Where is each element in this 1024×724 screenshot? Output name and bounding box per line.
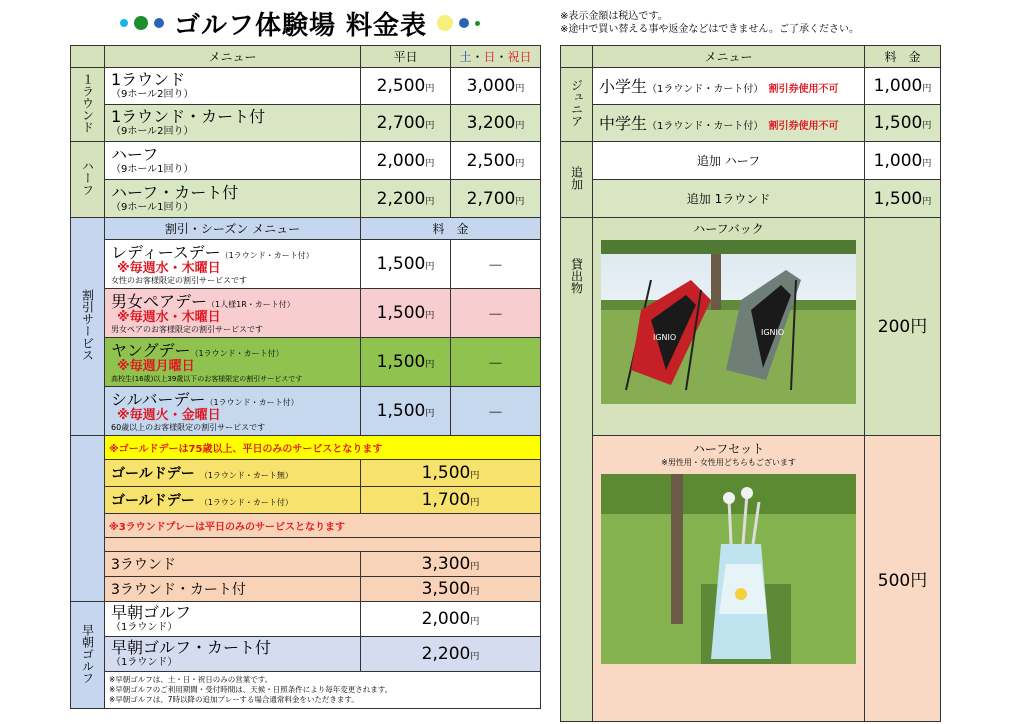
menu-pair-day — [105, 289, 361, 338]
dot-sep: ・ — [471, 50, 484, 64]
menu-elementary — [593, 68, 865, 105]
header-notes — [560, 10, 859, 36]
gold-price: 1,500円 — [361, 460, 541, 487]
menu-name: レディースデー — [111, 242, 221, 262]
bag-brand: IGNIO — [761, 328, 785, 337]
menu-name: ゴールドデー — [111, 466, 195, 482]
menu-silver-day — [105, 387, 361, 436]
menu-day: ※毎週月曜日 — [117, 358, 195, 374]
note-line: ※途中で買い替える事や返金などはできません。ご了承ください。 — [560, 24, 859, 35]
bag-brand: IGNIO — [653, 333, 677, 342]
menu-note: （1ラウンド・カート付） — [205, 397, 299, 407]
col-menu: メニュー — [105, 46, 361, 68]
three-price: 3,500円 — [361, 577, 541, 602]
decor-dot — [154, 18, 164, 28]
menu-desc: 男女ペアのお客様限定の割引サービスです — [111, 324, 263, 334]
menu-note: （1ラウンド・カート無） — [199, 471, 293, 480]
header-blank — [561, 46, 593, 68]
page-header — [120, 6, 486, 40]
menu-round — [105, 68, 361, 105]
col-weekday: 平日 — [361, 46, 451, 68]
menu-day: ※毎週水・木曜日 — [117, 260, 221, 276]
junior-label: ジュニア — [561, 68, 593, 142]
decor-dot — [134, 16, 148, 30]
sat-label: 土 — [459, 50, 472, 64]
discount-head-price: 料 金 — [361, 218, 541, 240]
menu-early — [105, 602, 361, 637]
junior-rental-table — [560, 45, 941, 722]
price-weekend: 2,500円 — [451, 142, 541, 180]
three-round-notice: ※3ラウンドプレーは平日のみのサービスとなります — [105, 514, 541, 538]
menu-sub: （9ホール2回り） — [111, 126, 194, 137]
gold-notice: ※ゴールドデーは75歳以上、平日のみのサービスとなります — [105, 436, 541, 460]
half-set-title: ハーフセット — [692, 442, 765, 456]
menu-name: シルバーデー — [111, 389, 206, 409]
menu-note: （1ラウンド・カート付） — [190, 348, 284, 358]
menu-name: 中学生 — [599, 113, 648, 133]
decor-dot — [475, 21, 480, 26]
discount-price: 1,500円 — [361, 387, 451, 436]
menu-name: ハーフ・カート付 — [111, 182, 239, 202]
col-price: 料 金 — [865, 46, 941, 68]
main-price-table — [70, 45, 541, 709]
dot-sep: ・ — [495, 50, 508, 64]
half-set-sub: ※男性用・女性用どちらもございます — [661, 458, 796, 467]
junior-price: 1,500円 — [865, 105, 941, 142]
menu-note: （1ラウンド・カート付） — [647, 120, 764, 132]
menu-three-round: 3ラウンド — [105, 552, 361, 577]
menu-add-half: 追加 ハーフ — [593, 142, 865, 180]
discount-alt: － — [451, 289, 541, 338]
menu-note: （1ラウンド・カート付） — [220, 250, 314, 260]
round-label: １ラウンド — [71, 68, 105, 142]
add-price: 1,000円 — [865, 142, 941, 180]
decor-dot — [120, 19, 128, 27]
menu-note: （1ラウンド・カート付） — [647, 83, 764, 95]
menu-desc: 高校生(16歳)以上39歳以下のお客様限定の割引サービスです — [111, 374, 303, 383]
menu-name: 1ラウンド・カート付 — [111, 107, 266, 126]
discount-alt: － — [451, 240, 541, 289]
menu-desc: 60歳以上のお客様限定の割引サービスです — [111, 422, 266, 432]
holiday-label: 祝日 — [507, 50, 532, 64]
half-set-photo — [601, 474, 856, 664]
discount-label-cont — [71, 436, 105, 602]
menu-sub: （1ラウンド） — [111, 657, 178, 668]
half-label: ハーフ — [71, 142, 105, 218]
footnote: ※早朝ゴルフは、土・日・祝日のみの営業です。 — [109, 675, 273, 684]
menu-add-round: 追加 1ラウンド — [593, 180, 865, 218]
menu-name: 早朝ゴルフ — [111, 603, 192, 622]
early-price: 2,000円 — [361, 602, 541, 637]
menu-sub: （9ホール1回り） — [111, 201, 194, 213]
early-price: 2,200円 — [361, 637, 541, 672]
footnote: ※早朝ゴルフのご利用期間・受付時間は、天候・日照条件により毎年変更されます。 — [109, 685, 393, 694]
menu-young-day — [105, 338, 361, 387]
menu-warn: 割引券使用不可 — [768, 120, 839, 132]
discount-alt: － — [451, 387, 541, 436]
price-weekend: 2,700円 — [451, 180, 541, 218]
menu-round-cart — [105, 105, 361, 142]
discount-price: 1,500円 — [361, 240, 451, 289]
menu-three-round-cart: 3ラウンド・カート付 — [105, 577, 361, 602]
menu-day: ※毎週火・金曜日 — [117, 407, 221, 423]
header-blank — [71, 46, 105, 68]
menu-warn: 割引券使用不可 — [768, 83, 839, 95]
decor-dot — [459, 18, 469, 28]
menu-name: ヤングデー — [111, 340, 191, 360]
menu-half-cart — [105, 180, 361, 218]
golf-set-image — [601, 474, 856, 664]
page-title: ゴルフ体験場 料金表 — [174, 10, 428, 41]
menu-name: 男女ペアデー — [111, 291, 208, 311]
col-menu: メニュー — [593, 46, 865, 68]
footnote: ※早朝ゴルフは、7時以降の追加プレーする場合通常料金をいただきます。 — [109, 695, 359, 704]
half-bag-price: 200円 — [865, 218, 941, 436]
half-set-price: 500円 — [865, 436, 941, 722]
price-weekday: 2,000円 — [361, 142, 451, 180]
menu-name: 1ラウンド — [111, 70, 186, 89]
menu-gold-cart — [105, 487, 361, 514]
note-line: ※表示金額は税込です。 — [560, 11, 668, 22]
price-weekday: 2,700円 — [361, 105, 451, 142]
junior-price: 1,000円 — [865, 68, 941, 105]
golf-bags-image — [601, 240, 856, 404]
menu-half — [105, 142, 361, 180]
early-label: 早朝ゴルフ — [71, 602, 105, 709]
menu-gold — [105, 460, 361, 487]
menu-sub: （9ホール1回り） — [111, 163, 194, 175]
menu-ladies-day — [105, 240, 361, 289]
discount-price: 1,500円 — [361, 338, 451, 387]
add-label: 追加 — [561, 142, 593, 218]
menu-early-cart — [105, 637, 361, 672]
menu-day: ※毎週水・木曜日 — [117, 309, 221, 325]
menu-sub: （9ホール2回り） — [111, 89, 194, 100]
price-weekday: 2,500円 — [361, 68, 451, 105]
half-bag-photo — [601, 240, 856, 404]
half-bag-title: ハーフバック — [693, 222, 764, 236]
menu-sub: （1ラウンド） — [111, 622, 178, 633]
discount-price: 1,500円 — [361, 289, 451, 338]
discount-label: 割引サービス — [71, 218, 105, 436]
menu-junior-high — [593, 105, 865, 142]
decor-dot — [437, 15, 453, 31]
discount-alt: － — [451, 338, 541, 387]
menu-name: ゴールドデー — [111, 493, 195, 509]
spacer — [105, 538, 541, 552]
menu-desc: 女性のお客様限定の割引サービスです — [111, 275, 247, 285]
half-set-cell — [593, 436, 865, 722]
half-bag-cell — [593, 218, 865, 436]
menu-name: 小学生 — [599, 76, 648, 96]
menu-note: （1人様1R・カート付） — [207, 299, 295, 309]
discount-head-menu: 割引・シーズン メニュー — [105, 218, 361, 240]
menu-name: 早朝ゴルフ・カート付 — [111, 638, 272, 657]
three-price: 3,300円 — [361, 552, 541, 577]
gold-price: 1,700円 — [361, 487, 541, 514]
sun-label: 日 — [483, 50, 496, 64]
price-weekday: 2,200円 — [361, 180, 451, 218]
col-weekend — [451, 46, 541, 68]
price-weekend: 3,200円 — [451, 105, 541, 142]
price-weekend: 3,000円 — [451, 68, 541, 105]
add-price: 1,500円 — [865, 180, 941, 218]
rental-label: 貸出物 — [561, 218, 593, 722]
menu-name: ハーフ — [111, 144, 159, 164]
footnotes — [105, 672, 541, 709]
menu-note: （1ラウンド・カート付） — [199, 498, 293, 507]
